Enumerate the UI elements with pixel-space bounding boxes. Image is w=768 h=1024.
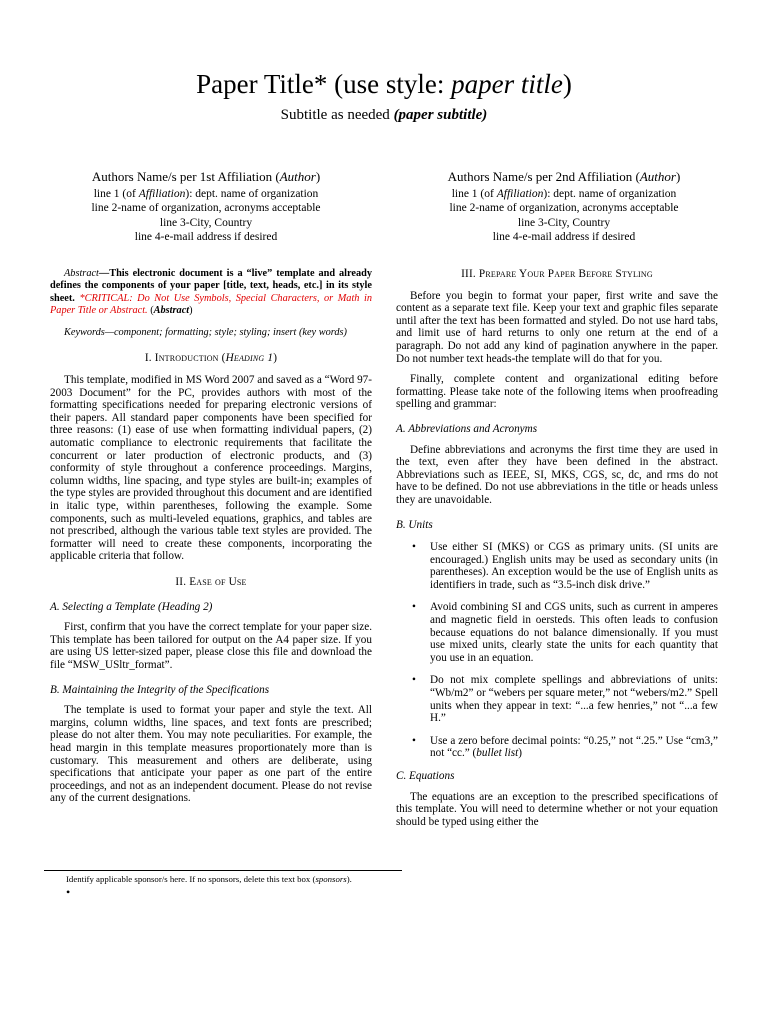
heading-units: B. Units (396, 518, 433, 531)
heading-ease-of-use: II. Ease of Use (175, 575, 247, 588)
heading-prepare-paper: III. Prepare Your Paper Before Styling (461, 268, 653, 280)
units-bullet-list (396, 541, 718, 760)
author-affiliation-line2: line 2-name of organization, acronyms acceptable (91, 202, 321, 215)
prepare-paragraph-2: Finally, complete content and organizational editing before formatting. Please take note of the following items when proofreading spelling and grammar: (396, 373, 718, 411)
abstract-critical-note: *CRITICAL: Do Not Use Symbols, Special Characters, or Math in Paper Title or Abstract. (50, 292, 373, 316)
abstract: Abstract—This electronic document is a “live” template and already defines the components of your paper [title, text, heads, etc.] in its style sheet. *CRITICAL: Do Not Use Symbols, Special Characters, or Math in Paper Title or Abstract. (Abstract) (50, 268, 373, 316)
heading-equations: C. Equations (396, 770, 455, 782)
abbreviations-paragraph: Define abbreviations and acronyms the first time they are used in the text, even after they have been defined in the abstract. Abbreviations such as IEEE, SI, MKS, CGS, sc, dc, and rms do not have to be defined. Do not use abbreviations in the title or heads unless they are unavoidable. (396, 443, 718, 506)
prepare-paragraph-1: Before you begin to format your paper, first write and save the content as a separate text file. Keep your text and graphic files separate until after the text has been formatted and styled. Do not use hard tabs, and limit use of hard returns to only one return at the end of a paragraph. Do not add any kind of pagination anywhere in the paper. Do not number text heads-the template will do that for you. (396, 289, 718, 365)
heading-selecting-template: A. Selecting a Template (Heading 2) (50, 600, 213, 613)
list-item: • Use either SI (MKS) or CGS as primary units. (SI units are encouraged.) English units may be used as secondary units (in parentheses). An exception would be the use of English units as identifiers in trade, such as “3.5-inch disk drive.” (430, 541, 718, 591)
author-affiliation-line4: line 4-e-mail address if desired (134, 230, 278, 243)
title-close: ) (562, 69, 572, 99)
paper-subtitle (0, 105, 768, 125)
selecting-paragraph: First, confirm that you have the correct template for your paper size. This template has been tailored for output on the A4 paper size. If you are using US letter-sized paper, please close this file and download the file “MSW_USltr_format”. (50, 621, 372, 671)
list-item: • Do not mix complete spellings and abbreviations of units: “Wb/m2” or “webers per square meter,” not “webers/m2.” Spell units when they appear in text: “...a few henries,” not “...a few H.” (430, 674, 718, 724)
equations-paragraph: The equations are an exception to the prescribed specifications of this template. You will need to determine whether or not your equation should be typed using either the (396, 790, 718, 828)
author-affiliation-line1: line 1 (of Affiliation): dept. name of organization (451, 188, 677, 200)
subtitle-text: Subtitle as needed (280, 107, 394, 123)
sponsor-footnote: Identify applicable sponsor/s here. If no sponsors, delete this text box (sponsors). (66, 874, 352, 884)
integrity-paragraph: The template is used to format your paper and style the text. All margins, column widths, line spaces, and text fonts are prescribed; please do not alter them. You may note peculiarities. For example, the head margin in this template measures proportionately more than is customary. This measurement and others are deliberate, using specifications that anticipate your paper as one part of the entire proceedings, and not as an independent document. Please do not revise any of the current designations. (50, 704, 372, 805)
heading-abbreviations: A. Abbreviations and Acronyms (396, 422, 538, 435)
title-style-name: paper title (451, 69, 563, 99)
footnote-divider (44, 870, 402, 871)
left-column (50, 268, 372, 805)
author-block-1 (56, 168, 356, 244)
right-column (396, 268, 718, 828)
list-item: • Avoid combining SI and CGS units, such as current in amperes and magnetic field in oersteds. This often leads to confusion because equations do not balance dimensionally. If you must use mixed units, clearly state the units for each quantity that you use in an equation. (430, 601, 718, 664)
author-name-2: Authors Name/s per 2nd Affiliation (Author) (447, 169, 681, 184)
author-affiliation-line3: line 3-City, Country (517, 216, 611, 229)
list-item: • Use a zero before decimal points: “0.25,” not “.25.” Use “cm3,” not “cc.” (bullet list) (430, 735, 718, 760)
footnote-bullet: • (66, 885, 71, 899)
author-name-1: Authors Name/s per 1st Affiliation (Author) (91, 169, 321, 184)
author-affiliation-line4: line 4-e-mail address if desired (492, 230, 636, 243)
subtitle-style-name: (paper subtitle) (393, 107, 488, 123)
title-text: Paper Title* (use style: (196, 69, 452, 99)
author-affiliation-line3: line 3-City, Country (159, 216, 253, 229)
keywords: Keywords—component; formatting; style; styling; insert (key words) (64, 327, 347, 339)
paper-title (0, 66, 768, 102)
intro-paragraph: This template, modified in MS Word 2007 and saved as a “Word 97-2003 Document” for the PC, provides authors with most of the formatting specifications needed for preparing electronic versions of their papers. All standard paper components have been specified for three reasons: (1) ease of use when formatting individual papers, (2) automatic compliance to electronic requirements that facilitate the concurrent or later production of electronic products, and (3) conformity of style throughout a conference proceedings. Margins, column widths, line spacing, and type styles are built-in; examples of the type styles are provided throughout this document and are identified in italic type, within parentheses, following the example. Some components, such as multi-leveled equations, graphics, and tables are not prescribed, although the various table text styles are provided. The formatter will need to create these components, incorporating the applicable criteria that follow. (50, 374, 372, 563)
heading-maintaining-integrity: B. Maintaining the Integrity of the Specifications (50, 683, 270, 696)
author-affiliation-line1: line 1 (of Affiliation): dept. name of organization (93, 188, 319, 200)
author-affiliation-line2: line 2-name of organization, acronyms acceptable (449, 202, 679, 215)
heading-introduction: I. Introduction (Heading 1) (144, 352, 278, 365)
author-block-2 (414, 168, 714, 244)
